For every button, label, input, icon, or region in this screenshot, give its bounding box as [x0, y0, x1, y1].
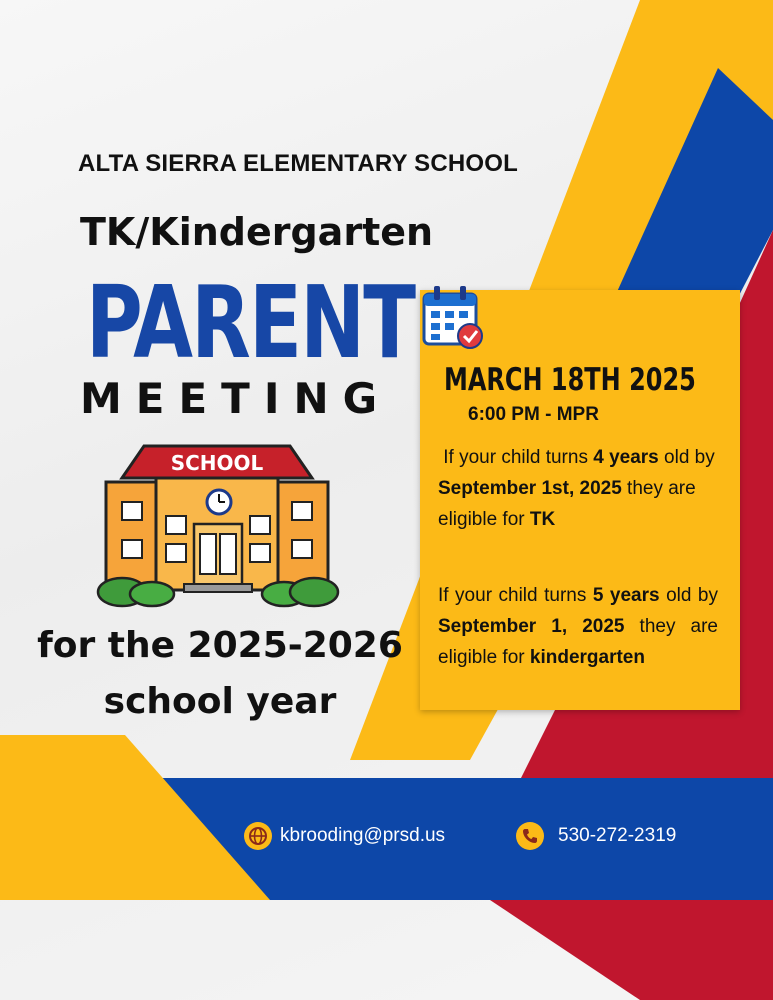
- globe-icon: [244, 822, 272, 850]
- school-sign-text: SCHOOL: [170, 451, 264, 475]
- kindergarten-eligibility-text: If your child turns 5 years old by September 1, 2025 they are eligible for kindergarten: [438, 585, 718, 668]
- email-link[interactable]: kbrooding@prsd.us: [280, 825, 446, 846]
- email-contact[interactable]: [244, 822, 445, 850]
- info-card: [420, 290, 740, 710]
- phone-contact[interactable]: [516, 822, 676, 850]
- phone-number[interactable]: 530-272-2319: [558, 825, 677, 846]
- meeting-date: MARCH 18TH 2025: [444, 362, 696, 398]
- school-year-line-1: for the 2025-2026: [37, 625, 403, 666]
- school-name: ALTA SIERRA ELEMENTARY SCHOOL: [78, 150, 519, 177]
- school-year-text: [20, 618, 420, 730]
- school-building-icon: [92, 442, 342, 612]
- red-footer-band-right: [490, 900, 773, 1000]
- subtitle: TK/Kindergarten: [80, 210, 434, 254]
- school-year-line-2: school year: [103, 681, 337, 722]
- tk-eligibility-text: If your child turns 4 years old by September 1st, 2025 they are eligible for TK: [438, 447, 715, 530]
- meeting-time-location: 6:00 PM - MPR: [468, 404, 599, 425]
- headline-meeting: MEETING: [80, 374, 392, 423]
- phone-icon: [516, 822, 544, 850]
- headline-parent: PARENT: [86, 264, 415, 381]
- calendar-check-icon: [422, 284, 486, 350]
